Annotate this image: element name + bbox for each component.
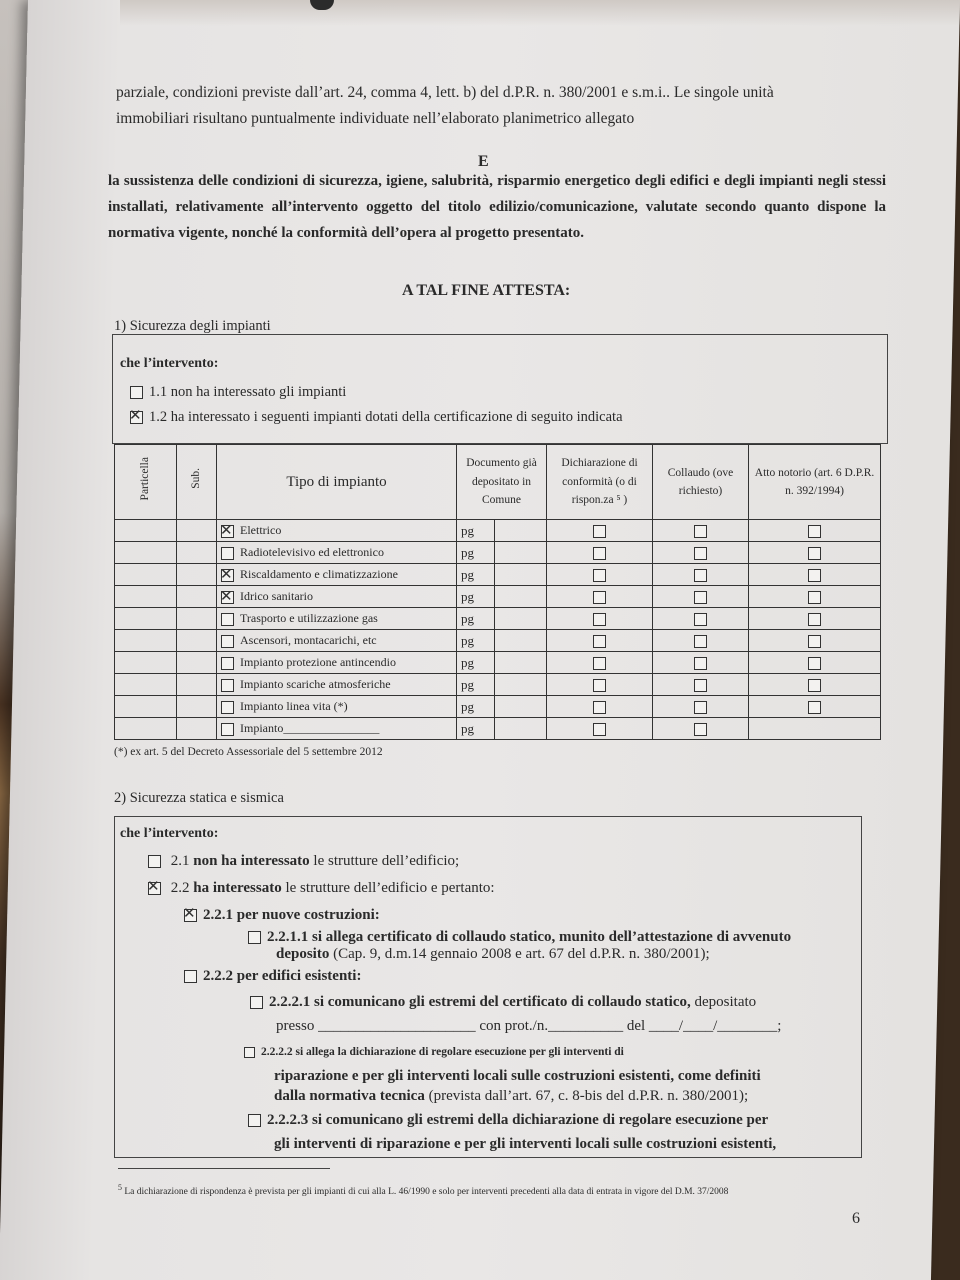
collaudo-cell: [653, 718, 749, 740]
option-1-2[interactable]: [130, 409, 623, 426]
collaudo-checkbox[interactable]: [694, 701, 707, 714]
atto-checkbox[interactable]: [808, 525, 821, 538]
atto-cell: [749, 718, 881, 740]
header-collaudo: Collaudo (ove richiesto): [653, 445, 749, 520]
particella-cell[interactable]: [115, 696, 177, 718]
intro-paragraph: la sussistenza delle condizioni di sicurezza, igiene, salubrità, risparmio energetico degli edifici e degli impianti negli stessi installati, relativamente all’intervento oggetto del titolo edilizio/comunicazione, valutate secondo quanto dispone la normativa vigente, nonché la conformità dell’opera al progetto presentato.: [108, 173, 886, 241]
dichiarazione-checkbox[interactable]: [593, 591, 606, 604]
option-2-1[interactable]: [148, 853, 459, 870]
documento-value-cell[interactable]: [495, 718, 547, 740]
tipo-cell: [217, 674, 457, 696]
sub-cell[interactable]: [177, 586, 217, 608]
option-2-2-2-checkbox[interactable]: [184, 970, 197, 983]
option-1-2-checkbox[interactable]: [130, 411, 143, 424]
documento-value-cell[interactable]: [495, 586, 547, 608]
dichiarazione-checkbox[interactable]: [593, 701, 606, 714]
table-header-row: [115, 445, 881, 520]
documento-prefix-cell: pg: [457, 630, 495, 652]
section1-lead: che l’intervento:: [120, 356, 219, 371]
option-2-2-2-3-label: 2.2.2.3 si comunicano gli estremi della dichiarazione di regolare esecuzione per: [267, 1112, 769, 1128]
table-row: [115, 696, 881, 718]
collaudo-checkbox[interactable]: [694, 679, 707, 692]
option-2-2-1-1-line2: deposito (Cap. 9, d.m.14 gennaio 2008 e art. 67 del d.P.R. n. 380/2001);: [276, 946, 710, 962]
option-2-2-1-label: 2.2.1 per nuove costruzioni:: [203, 907, 380, 923]
documento-prefix-cell: pg: [457, 674, 495, 696]
collaudo-cell: [653, 586, 749, 608]
dichiarazione-cell: [547, 630, 653, 652]
collaudo-checkbox[interactable]: [694, 525, 707, 538]
documento-value-cell[interactable]: [495, 520, 547, 542]
collaudo-checkbox[interactable]: [694, 635, 707, 648]
option-2-2-2-3-line2: gli interventi di riparazione e per gli interventi locali sulle costruzioni esistenti,: [274, 1136, 777, 1152]
table-row: [115, 630, 881, 652]
particella-cell[interactable]: [115, 652, 177, 674]
tipo-cell: [217, 696, 457, 718]
atto-cell: [749, 696, 881, 718]
impianti-table: [114, 444, 881, 740]
option-2-2-1-checkbox[interactable]: [184, 909, 197, 922]
presso-field[interactable]: _____________________: [318, 1018, 476, 1034]
table-row: [115, 718, 881, 740]
dichiarazione-checkbox[interactable]: [593, 657, 606, 670]
sub-cell[interactable]: [177, 718, 217, 740]
impianto-checkbox[interactable]: [221, 701, 234, 714]
option-2-2-2-1-label: 2.2.2.1 si comunicano gli estremi del certificato di collaudo statico,: [269, 994, 691, 1010]
atto-cell: [749, 520, 881, 542]
dichiarazione-cell: [547, 718, 653, 740]
option-2-2-2-2[interactable]: [244, 1046, 624, 1059]
option-2-2-2[interactable]: [184, 968, 361, 985]
impianto-checkbox[interactable]: [221, 635, 234, 648]
footnote: [118, 1183, 838, 1199]
option-2-1-number: 2.1: [170, 853, 190, 869]
intro-line-2: immobiliari risultano puntualmente individuate nell’elaborato planimetrico allegato: [116, 110, 635, 127]
option-2-2-2-1[interactable]: 2.2.2.1 si comunicano gli estremi del certificato di collaudo statico, depositato: [250, 994, 756, 1011]
impianto-label: Trasporto e utilizzazione gas: [240, 611, 378, 625]
option-1-1-checkbox[interactable]: [130, 386, 143, 399]
header-tipo: Tipo di impianto: [217, 445, 457, 520]
impianto-checkbox[interactable]: [221, 525, 234, 538]
dichiarazione-cell: [547, 696, 653, 718]
option-2-1-rest: le strutture dell’edificio;: [309, 853, 460, 869]
collaudo-cell: [653, 542, 749, 564]
dichiarazione-checkbox[interactable]: [593, 723, 606, 736]
dichiarazione-cell: [547, 652, 653, 674]
option-2-2-2-2-checkbox[interactable]: [244, 1047, 255, 1058]
atto-cell: [749, 652, 881, 674]
particella-cell[interactable]: [115, 520, 177, 542]
impianto-checkbox[interactable]: [221, 657, 234, 670]
impianto-checkbox[interactable]: [221, 723, 234, 736]
page-number: 6: [852, 1210, 860, 1227]
atto-cell: [749, 564, 881, 586]
option-2-1-checkbox[interactable]: [148, 855, 161, 868]
documento-value-cell[interactable]: [495, 564, 547, 586]
option-1-1-label: 1.1 non ha interessato gli impianti: [149, 384, 347, 400]
header-sub: Sub.: [177, 445, 217, 520]
footnote-rule: [118, 1168, 330, 1169]
documento-prefix-cell: pg: [457, 542, 495, 564]
tipo-cell: [217, 608, 457, 630]
documento-prefix-cell: pg: [457, 608, 495, 630]
collaudo-cell: [653, 608, 749, 630]
dichiarazione-checkbox[interactable]: [593, 569, 606, 582]
impianto-label: Idrico sanitario: [240, 589, 313, 603]
documento-prefix-cell: pg: [457, 564, 495, 586]
header-atto: Atto notorio (art. 6 D.P.R. n. 392/1994): [749, 445, 881, 520]
footnote-mark: 5: [118, 1183, 122, 1192]
sub-cell[interactable]: [177, 652, 217, 674]
table-row: [115, 542, 881, 564]
collaudo-checkbox[interactable]: [694, 569, 707, 582]
atto-checkbox[interactable]: [808, 635, 821, 648]
collaudo-checkbox[interactable]: [694, 613, 707, 626]
atto-cell: [749, 674, 881, 696]
impianto-label: Impianto________________: [240, 721, 380, 735]
tipo-cell: [217, 630, 457, 652]
atto-checkbox[interactable]: [808, 701, 821, 714]
table-row: [115, 608, 881, 630]
option-2-2-1-1-checkbox[interactable]: [248, 931, 261, 944]
impianto-label: Riscaldamento e climatizzazione: [240, 567, 398, 581]
option-2-2-bold: ha interessato: [193, 880, 282, 896]
option-2-2-1-1[interactable]: [248, 929, 791, 946]
atto-checkbox[interactable]: [808, 613, 821, 626]
impianto-label: Radiotelevisivo ed elettronico: [240, 545, 384, 559]
option-1-1[interactable]: [130, 384, 346, 401]
dichiarazione-checkbox[interactable]: [593, 547, 606, 560]
documento-prefix-cell: pg: [457, 696, 495, 718]
date-field[interactable]: ____/____/________;: [648, 1018, 782, 1034]
sub-cell[interactable]: [177, 696, 217, 718]
impianto-checkbox[interactable]: [221, 569, 234, 582]
atto-checkbox[interactable]: [808, 591, 821, 604]
option-2-2-2-2-line2: riparazione e per gli interventi locali sulle costruzioni esistenti, come definiti: [274, 1068, 761, 1084]
dichiarazione-cell: [547, 608, 653, 630]
atto-cell: [749, 630, 881, 652]
footnote-text: La dichiarazione di rispondenza è prevista per gli impianti di cui alla L. 46/1990 e solo per interventi precedenti alla data di entrata in vigore del D.M. 37/2008: [121, 1187, 729, 1198]
collaudo-cell: [653, 696, 749, 718]
impianto-label: Elettrico: [240, 523, 282, 537]
option-2-2-2-2-label: 2.2.2.2 si allega la dichiarazione di regolare esecuzione per gli interventi di: [261, 1046, 624, 1058]
option-2-2[interactable]: [148, 880, 495, 897]
dichiarazione-checkbox[interactable]: [593, 613, 606, 626]
section1-title: 1) Sicurezza degli impianti: [114, 318, 271, 334]
atto-cell: [749, 586, 881, 608]
documento-value-cell[interactable]: [495, 674, 547, 696]
prot-field[interactable]: __________: [548, 1018, 624, 1034]
sub-cell[interactable]: [177, 542, 217, 564]
dichiarazione-cell: [547, 542, 653, 564]
particella-cell[interactable]: [115, 564, 177, 586]
option-2-2-rest: le strutture dell’edificio e pertanto:: [281, 880, 495, 896]
table-row: [115, 674, 881, 696]
impianto-label: Ascensori, montacarichi, etc: [240, 633, 377, 647]
section-heading: A TAL FINE ATTESTA:: [402, 282, 571, 299]
particella-cell[interactable]: [115, 586, 177, 608]
sub-cell[interactable]: [177, 608, 217, 630]
sub-cell[interactable]: [177, 630, 217, 652]
dichiarazione-checkbox[interactable]: [593, 679, 606, 692]
documento-value-cell[interactable]: [495, 608, 547, 630]
atto-cell: [749, 608, 881, 630]
documento-prefix-cell: pg: [457, 520, 495, 542]
particella-cell[interactable]: [115, 542, 177, 564]
table-note: (*) ex art. 5 del Decreto Assessoriale del 5 settembre 2012: [114, 746, 383, 758]
particella-cell[interactable]: [115, 630, 177, 652]
collaudo-checkbox[interactable]: [694, 723, 707, 736]
dichiarazione-cell: [547, 564, 653, 586]
dichiarazione-checkbox[interactable]: [593, 635, 606, 648]
impianto-checkbox[interactable]: [221, 679, 234, 692]
header-dichiarazione: Dichiarazione di conformità (o di rispon.za ⁵ ): [547, 445, 653, 520]
option-2-2-2-2-line3: dalla normativa tecnica (prevista dall’art. 67, c. 8-bis del d.P.R. n. 380/2001);: [274, 1088, 749, 1104]
documento-value-cell[interactable]: [495, 542, 547, 564]
sub-cell[interactable]: [177, 520, 217, 542]
header-particella: Particella: [115, 445, 177, 520]
tipo-cell: [217, 586, 457, 608]
section2-title: 2) Sicurezza statica e sismica: [114, 790, 284, 806]
header-documento: Documento già depositato in Comune: [457, 445, 547, 520]
atto-checkbox[interactable]: [808, 679, 821, 692]
dichiarazione-cell: [547, 586, 653, 608]
documento-value-cell[interactable]: [495, 696, 547, 718]
option-2-2-2-1-checkbox[interactable]: [250, 996, 263, 1009]
impianto-checkbox[interactable]: [221, 613, 234, 626]
sub-cell[interactable]: [177, 674, 217, 696]
documento-value-cell[interactable]: [495, 652, 547, 674]
collaudo-cell: [653, 564, 749, 586]
collaudo-checkbox[interactable]: [694, 657, 707, 670]
documento-prefix-cell: pg: [457, 718, 495, 740]
collaudo-cell: [653, 630, 749, 652]
dichiarazione-cell: [547, 674, 653, 696]
atto-checkbox[interactable]: [808, 569, 821, 582]
table-row: [115, 652, 881, 674]
presso-line: presso _____________________ con prot./n.__________ del ____/____/________;: [276, 1018, 782, 1034]
option-2-1-bold: non ha interessato: [193, 853, 310, 869]
tipo-cell: [217, 542, 457, 564]
collaudo-cell: [653, 520, 749, 542]
impianto-checkbox[interactable]: [221, 591, 234, 604]
atto-checkbox[interactable]: [808, 657, 821, 670]
impianto-label: Impianto scariche atmosferiche: [240, 677, 391, 691]
particella-cell[interactable]: [115, 718, 177, 740]
table-row: [115, 520, 881, 542]
impianto-checkbox[interactable]: [221, 547, 234, 560]
collaudo-cell: [653, 652, 749, 674]
tipo-cell: [217, 564, 457, 586]
impianto-label: Impianto protezione antincendio: [240, 655, 396, 669]
intro-line-1: parziale, condizioni previste dall’art. 24, comma 4, lett. b) del d.P.R. n. 380/2001 e s.m.i.. Le singole unità: [116, 84, 774, 101]
option-2-2-2-3[interactable]: [248, 1112, 768, 1129]
collaudo-checkbox[interactable]: [694, 591, 707, 604]
dichiarazione-cell: [547, 520, 653, 542]
sub-cell[interactable]: [177, 564, 217, 586]
option-2-2-number: 2.2: [170, 880, 190, 896]
atto-cell: [749, 542, 881, 564]
table-row: [115, 586, 881, 608]
documento-value-cell[interactable]: [495, 630, 547, 652]
collaudo-checkbox[interactable]: [694, 547, 707, 560]
impianto-label: Impianto linea vita (*): [240, 699, 348, 713]
documento-prefix-cell: pg: [457, 586, 495, 608]
collaudo-cell: [653, 674, 749, 696]
particella-cell[interactable]: [115, 608, 177, 630]
atto-checkbox[interactable]: [808, 547, 821, 560]
option-2-2-2-label: 2.2.2 per edifici esistenti:: [203, 968, 362, 984]
documento-prefix-cell: pg: [457, 652, 495, 674]
option-2-2-2-3-checkbox[interactable]: [248, 1114, 261, 1127]
particella-cell[interactable]: [115, 674, 177, 696]
tipo-cell: [217, 652, 457, 674]
option-2-2-1[interactable]: [184, 907, 380, 924]
table-row: [115, 564, 881, 586]
tipo-cell: [217, 718, 457, 740]
dichiarazione-checkbox[interactable]: [593, 525, 606, 538]
option-1-2-label: 1.2 ha interessato i seguenti impianti dotati della certificazione di seguito indicata: [149, 409, 623, 425]
conjunction-e: E: [478, 153, 489, 170]
option-2-2-1-1-label: 2.2.1.1 si allega certificato di collaudo statico, munito dell’attestazione di avvenuto: [267, 929, 792, 945]
section2-lead: che l’intervento:: [120, 826, 219, 841]
tipo-cell: [217, 520, 457, 542]
option-2-2-checkbox[interactable]: [148, 882, 161, 895]
